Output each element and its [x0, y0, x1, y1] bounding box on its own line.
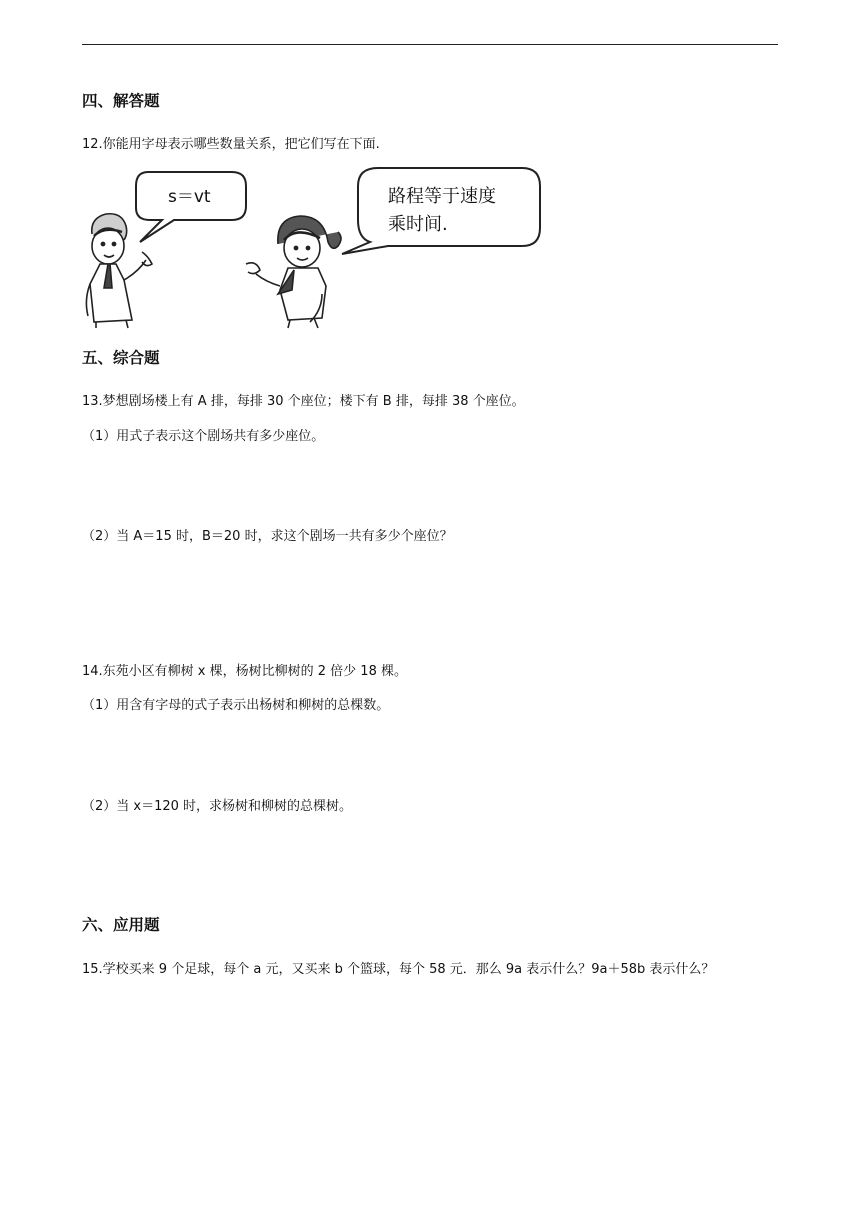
question-13-part-1: （1）用式子表示这个剧场共有多少座位。 — [82, 429, 325, 444]
right-bubble-text-line2: 乘时间. — [388, 214, 448, 235]
right-bubble-text-line1: 路程等于速度 — [388, 186, 496, 207]
section-title-comprehensive: 五、综合题 — [82, 349, 160, 367]
question-12: 12.你能用字母表示哪些数量关系，把它们写在下面. — [82, 137, 380, 152]
section-title-answer: 四、解答题 — [82, 92, 160, 110]
boy-figure — [86, 214, 152, 328]
section-title-application: 六、应用题 — [82, 916, 160, 934]
right-speech-bubble — [342, 168, 540, 254]
question-15: 15.学校买来 9 个足球，每个 a 元，又买来 b 个篮球，每个 58 元．那么 9a 表示什么？9a＋58b 表示什么？ — [82, 962, 715, 977]
left-bubble-text: s＝vt — [168, 187, 211, 207]
question-14-part-1: （1）用含有字母的式子表示出杨树和柳树的总棵数。 — [82, 698, 390, 713]
speech-illustration — [82, 160, 552, 332]
question-14-part-2: （2）当 x＝120 时，求杨树和柳树的总棵树。 — [82, 799, 353, 814]
header-rule — [82, 44, 778, 45]
question-14: 14.东苑小区有柳树 x 棵，杨树比柳树的 2 倍少 18 棵。 — [82, 664, 407, 679]
question-13-part-2: （2）当 A＝15 时，B＝20 时，求这个剧场一共有多少个座位？ — [82, 529, 453, 544]
girl-figure — [246, 216, 341, 328]
question-13: 13.梦想剧场楼上有 A 排，每排 30 个座位；楼下有 B 排，每排 38 个座位。 — [82, 394, 525, 409]
left-speech-bubble — [136, 172, 246, 242]
